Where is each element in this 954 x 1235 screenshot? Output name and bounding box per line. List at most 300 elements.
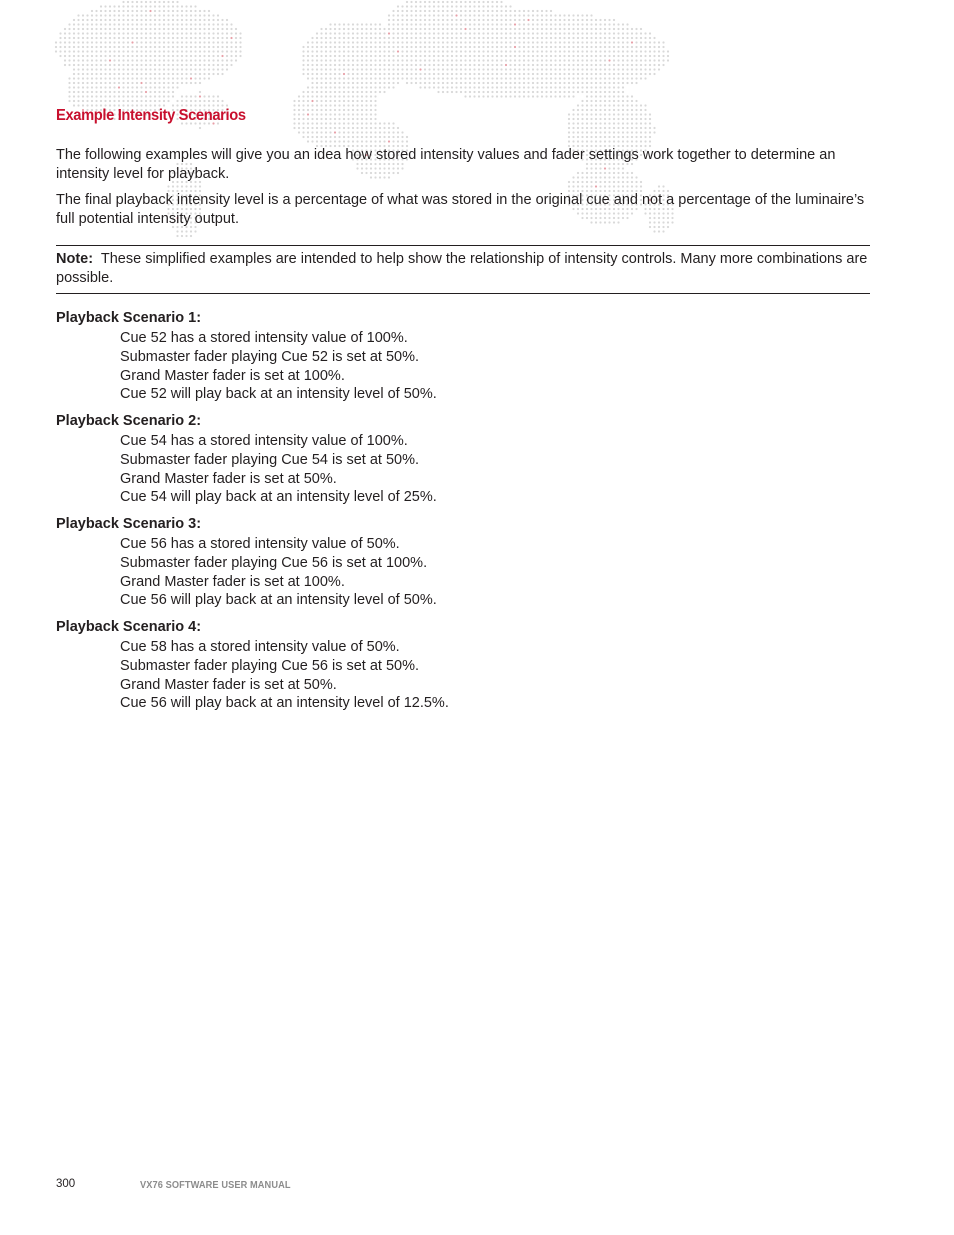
map-dot [136,19,138,21]
map-dot [325,28,327,30]
map-dot [91,77,93,79]
map-dot [460,77,462,79]
map-dot [361,77,363,79]
map-dot [491,41,493,43]
map-dot [158,59,160,61]
map-dot [491,55,493,57]
map-dot [185,5,187,7]
map-dot [635,50,637,52]
map-dot [541,10,543,12]
map-dot [518,68,520,70]
map-dot [397,68,399,70]
map-dot [563,23,565,25]
playback-scenario-1 [56,309,870,404]
map-dot [460,82,462,84]
map-dot [212,41,214,43]
map-dot [658,46,660,48]
map-dot [581,32,583,34]
map-dot [316,32,318,34]
map-dot [415,5,417,7]
map-dot [145,1,147,3]
map-dot [658,68,660,70]
map-dot [77,23,79,25]
map-dot [370,59,372,61]
map-dot [383,122,385,124]
map-dot [428,73,430,75]
map-dot [518,91,520,93]
map-dot [631,140,633,142]
map-dot [586,32,588,34]
map-dot [226,23,228,25]
map-dot [221,100,223,102]
map-dot [541,77,543,79]
map-dot [442,41,444,43]
map-dot [82,100,84,102]
map-dot [550,86,552,88]
map-dot [311,41,313,43]
map-dot [428,1,430,3]
map-dot [415,19,417,21]
map-dot [392,140,394,142]
map-dot [442,32,444,34]
map-dot [338,55,340,57]
map-dot [334,50,336,52]
map-dot [343,91,345,93]
map-dot [595,59,597,61]
map-dot [91,73,93,75]
map-dot [77,64,79,66]
map-dot [352,136,354,138]
map-dot [514,95,516,97]
map-dot [311,68,313,70]
map-dot [104,41,106,43]
map-dot [190,59,192,61]
map-dot [212,50,214,52]
map-dot [172,95,174,97]
map-dot [599,82,601,84]
map-dot [406,10,408,12]
map-dot [307,109,309,111]
map-dot [145,28,147,30]
map-dot [442,82,444,84]
map-dot [424,1,426,3]
map-dot [352,100,354,102]
map-dot [199,91,201,93]
map-dot [73,64,75,66]
map-dot [190,95,192,97]
map-dot [631,136,633,138]
map-dot [482,68,484,70]
map-dot [293,104,295,106]
map-dot [473,86,475,88]
map-dot [154,41,156,43]
map-dot [230,37,232,39]
map-dot [352,64,354,66]
map-dot [55,50,57,52]
map-dot [311,82,313,84]
map-dot [176,230,178,232]
map-dot [388,86,390,88]
map-dot [167,50,169,52]
map-dot [334,64,336,66]
map-dot [478,5,480,7]
map-dot [532,91,534,93]
map-dot [77,41,79,43]
note-body: These simplified examples are intended to help show the relationship of intensity controls. Many more combinations are possible. [56,251,868,286]
map-dot [379,55,381,57]
map-dot [221,55,223,57]
scenario-line: Cue 58 has a stored intensity value of 50%. [120,639,400,655]
map-dot [469,64,471,66]
map-dot [469,77,471,79]
map-dot [455,37,457,39]
map-dot [653,64,655,66]
map-dot [388,68,390,70]
map-dot [334,91,336,93]
map-dot [320,136,322,138]
map-dot [608,86,610,88]
map-dot [613,82,615,84]
map-dot [622,185,624,187]
map-dot [464,68,466,70]
map-dot [77,14,79,16]
map-dot [595,50,597,52]
map-dot [613,136,615,138]
map-dot [307,41,309,43]
map-dot [478,19,480,21]
map-dot [442,55,444,57]
map-dot [532,55,534,57]
map-dot [172,23,174,25]
map-dot [172,68,174,70]
map-dot [370,64,372,66]
map-dot [172,41,174,43]
map-dot [559,28,561,30]
map-dot [86,55,88,57]
map-dot [563,64,565,66]
map-dot [181,55,183,57]
map-dot [464,37,466,39]
map-dot [311,118,313,120]
map-dot [640,64,642,66]
map-dot [401,41,403,43]
map-dot [68,59,70,61]
map-dot [338,109,340,111]
map-dot [604,104,606,106]
scenario-lines [120,638,870,713]
map-dot [325,122,327,124]
map-dot [302,109,304,111]
map-dot [203,41,205,43]
map-dot [446,19,448,21]
map-dot [518,82,520,84]
map-dot [361,104,363,106]
map-dot [608,73,610,75]
map-dot [613,37,615,39]
map-dot [460,91,462,93]
map-dot [478,86,480,88]
map-dot [649,131,651,133]
map-dot [505,86,507,88]
map-dot [325,136,327,138]
map-dot [577,127,579,129]
map-dot [361,64,363,66]
map-dot [361,100,363,102]
map-dot [122,37,124,39]
map-dot [572,14,574,16]
map-dot [217,32,219,34]
map-dot [424,46,426,48]
map-dot [559,23,561,25]
map-dot [424,14,426,16]
map-dot [68,95,70,97]
map-dot [176,86,178,88]
map-dot [586,122,588,124]
map-dot [541,41,543,43]
map-dot [626,136,628,138]
map-dot [662,46,664,48]
map-dot [460,28,462,30]
map-dot [172,32,174,34]
map-dot [590,104,592,106]
map-dot [176,55,178,57]
map-dot [82,14,84,16]
map-dot [410,14,412,16]
map-dot [541,32,543,34]
map-dot [158,19,160,21]
map-dot [577,59,579,61]
map-dot [410,23,412,25]
map-dot [464,46,466,48]
map-dot [455,73,457,75]
map-dot [608,55,610,57]
map-dot [185,230,187,232]
map-dot [316,109,318,111]
map-dot [293,100,295,102]
map-dot [91,37,93,39]
map-dot [523,77,525,79]
map-dot [181,185,183,187]
map-dot [392,41,394,43]
map-dot [298,100,300,102]
map-dot [212,28,214,30]
map-dot [154,91,156,93]
map-dot [86,86,88,88]
map-dot [334,28,336,30]
map-dot [172,64,174,66]
map-dot [86,19,88,21]
map-dot [181,10,183,12]
map-dot [365,50,367,52]
map-dot [559,41,561,43]
map-dot [451,86,453,88]
map-dot [352,91,354,93]
map-dot [401,136,403,138]
map-dot [361,122,363,124]
map-dot [613,122,615,124]
map-dot [172,86,174,88]
map-dot [644,73,646,75]
map-dot [595,86,597,88]
map-dot [595,113,597,115]
map-dot [73,55,75,57]
map-dot [235,55,237,57]
map-dot [383,32,385,34]
map-dot [640,113,642,115]
map-dot [374,55,376,57]
map-dot [127,86,129,88]
map-dot [424,5,426,7]
map-dot [415,64,417,66]
map-dot [478,68,480,70]
map-dot [203,46,205,48]
map-dot [64,59,66,61]
map-dot [131,86,133,88]
map-dot [383,131,385,133]
map-dot [487,73,489,75]
map-dot [640,46,642,48]
map-dot [181,73,183,75]
map-dot [505,64,507,66]
map-dot [230,23,232,25]
map-dot [590,59,592,61]
map-dot [491,32,493,34]
map-dot [496,73,498,75]
map-dot [113,28,115,30]
map-dot [145,50,147,52]
map-dot [397,59,399,61]
map-dot [127,5,129,7]
map-dot [145,100,147,102]
map-dot [595,104,597,106]
map-dot [478,95,480,97]
map-dot [613,95,615,97]
map-dot [518,50,520,52]
map-dot [532,37,534,39]
map-dot [307,140,309,142]
map-dot [217,19,219,21]
map-dot [397,14,399,16]
map-dot [572,127,574,129]
map-dot [329,41,331,43]
map-dot [140,64,142,66]
map-dot [140,14,142,16]
map-dot [68,23,70,25]
map-dot [217,55,219,57]
map-dot [559,77,561,79]
map-dot [599,100,601,102]
map-dot [343,77,345,79]
map-dot [509,50,511,52]
map-dot [154,37,156,39]
map-dot [428,10,430,12]
map-dot [437,46,439,48]
map-dot [500,55,502,57]
map-dot [109,46,111,48]
map-dot [581,113,583,115]
map-dot [496,14,498,16]
map-dot [631,37,633,39]
map-dot [527,64,529,66]
map-dot [338,131,340,133]
map-dot [64,55,66,57]
map-dot [577,131,579,133]
map-dot [532,59,534,61]
map-dot [523,86,525,88]
map-dot [617,140,619,142]
map-dot [433,23,435,25]
map-dot [541,55,543,57]
map-dot [451,46,453,48]
map-dot [208,14,210,16]
map-dot [644,131,646,133]
map-dot [154,5,156,7]
map-dot [482,64,484,66]
map-dot [122,32,124,34]
map-dot [131,73,133,75]
map-dot [424,19,426,21]
map-dot [343,131,345,133]
map-dot [86,73,88,75]
map-dot [446,59,448,61]
map-dot [604,95,606,97]
map-dot [212,68,214,70]
map-dot [559,64,561,66]
map-dot [649,140,651,142]
map-dot [149,82,151,84]
map-dot [140,68,142,70]
map-dot [217,73,219,75]
map-dot [446,41,448,43]
map-dot [559,91,561,93]
map-dot [424,73,426,75]
map-dot [433,1,435,3]
map-dot [626,127,628,129]
map-dot [203,19,205,21]
map-dot [221,73,223,75]
map-dot [469,73,471,75]
map-dot [302,122,304,124]
map-dot [320,46,322,48]
map-dot [338,95,340,97]
map-dot [604,19,606,21]
map-dot [167,100,169,102]
map-dot [577,41,579,43]
map-dot [595,55,597,57]
map-dot [320,113,322,115]
map-dot [212,37,214,39]
map-dot [640,50,642,52]
map-dot [140,86,142,88]
map-dot [167,68,169,70]
map-dot [172,185,174,187]
map-dot [293,118,295,120]
map-dot [352,28,354,30]
map-dot [437,19,439,21]
map-dot [320,95,322,97]
map-dot [113,41,115,43]
map-dot [518,59,520,61]
map-dot [226,50,228,52]
map-dot [185,10,187,12]
map-dot [82,41,84,43]
map-dot [154,46,156,48]
map-dot [316,140,318,142]
map-dot [550,77,552,79]
map-dot [338,127,340,129]
map-dot [590,100,592,102]
map-dot [338,140,340,142]
